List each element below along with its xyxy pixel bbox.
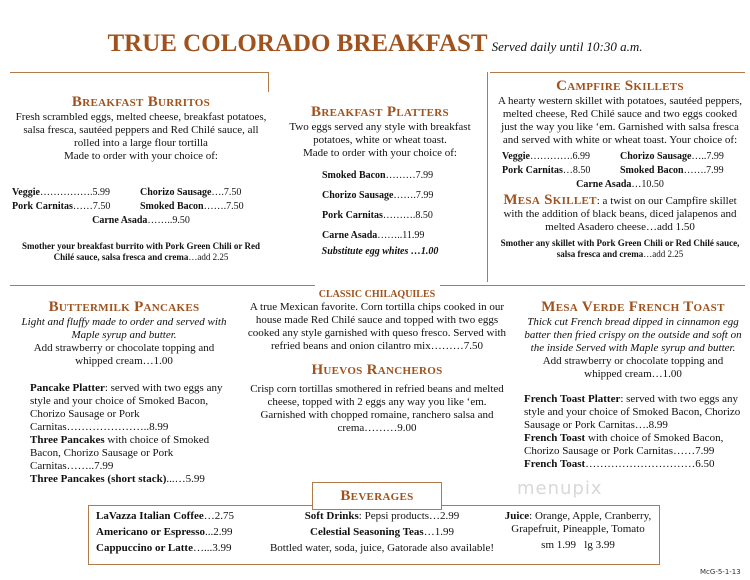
beverages-juice-column	[500, 510, 656, 552]
menu-item: Three Pancakes (short stack)...…5.99	[30, 473, 205, 485]
chilaquiles-description: A true Mexican favorite. Corn tortilla chips cooked in our house made Red Chilé sauce and topped with two eggs cooked any style garnished with queso fresco. Served with refried beans and onion cilantro mix………7.50	[247, 301, 507, 352]
menu-item: Chorizo Sausage…….7.99	[322, 190, 434, 201]
menu-item: French Toast with choice of Smoked Bacon, Chorizo Sausage or Pork Carnitas……7.99	[524, 432, 724, 457]
menu-item: Juice: Orange, Apple, Cranberry, Grapefruit, Pineapple, Tomato	[504, 510, 652, 535]
menu-item: Veggie………….6.99	[502, 151, 590, 162]
skillets-description: A hearty western skillet with potatoes, sautéed peppers, melted cheese, Red Chilé sauce and two eggs cooked just the way you like ‘em. Garnished with salsa fresca and served with white or wheat toast. Your choice of:	[497, 95, 743, 146]
french-toast-description: Thick cut French bread dipped in cinnamon egg batter then fried crispy on the outside and soft on the inside Served with Maple syrup and butter.	[524, 316, 742, 354]
pancakes-description: Light and fluffy made to order and served with Maple syrup and butter.	[21, 316, 227, 341]
juice-sizes: sm 1.99 lg 3.99	[541, 539, 615, 551]
menu-item: Carne Asada…10.50	[576, 179, 664, 190]
menu-item: Cappuccino or Latte…...3.99	[96, 542, 232, 554]
menu-item: Americano or Espresso...2.99	[96, 526, 233, 538]
burritos-section	[12, 93, 270, 263]
page-subtitle: Served daily until 10:30 a.m.	[491, 39, 643, 54]
platters-description: Two eggs served any style with breakfast potatoes, white or wheat toast.	[289, 121, 471, 146]
divider-line	[10, 72, 268, 73]
burritos-note: Smother your breakfast burrito with Pork Green Chili or Red Chilé sauce, salsa fresca and crema…add 2.25	[22, 241, 260, 262]
menu-item: Pancake Platter: served with two eggs any style and your choice of Smoked Bacon, Chorizo Sausage or Pork Carnitas…………………..8.99	[30, 382, 223, 433]
mesa-skillet-heading: Mesa Skillet	[503, 192, 597, 208]
french-toast-heading: Mesa Verde French Toast	[541, 299, 725, 315]
platters-items	[282, 170, 478, 242]
pancakes-heading: Buttermilk Pancakes	[48, 299, 200, 315]
menu-item: Pork Carnitas……….8.50	[322, 210, 433, 221]
skillets-section	[494, 77, 746, 260]
beverages-soft-column	[262, 510, 502, 555]
rancheros-heading: Huevos Rancheros	[311, 362, 443, 378]
beverages-heading: Beverages	[340, 488, 414, 504]
skillets-items	[494, 151, 746, 177]
chilaquiles-section	[244, 289, 510, 435]
menu-item: Chorizo Sausage….7.50	[140, 187, 242, 198]
menu-header	[0, 30, 750, 58]
menu-item: Smoked Bacon…….7.50	[140, 201, 244, 212]
menu-item: Smoked Bacon………7.99	[322, 170, 434, 181]
menu-item: Carne Asada……..11.99	[322, 230, 425, 241]
french-toast-addon: Add strawberry or chocolate topping and whipped cream…1.00	[542, 355, 724, 380]
menu-item: Celestial Seasoning Teas…1.99	[310, 526, 454, 538]
beverages-bottled-note: Bottled water, soda, juice, Gatorade also available!	[269, 542, 495, 554]
menu-item: Smoked Bacon…….7.99	[620, 165, 724, 176]
menu-item: French Toast…………………………6.50	[524, 458, 715, 470]
mesa-skillet: Mesa Skillet: a twist on our Campfire skillet with the addition of black beans, diced jalapenos and melted Asadero cheese…add 1.50	[503, 192, 737, 233]
divider-line	[440, 285, 745, 286]
rancheros-description: Crisp corn tortillas smothered in refried beans and melted cheese, topped with 2 eggs any way you like ‘em. Garnished with chopped romaine, ranchero salsa and crema………9.00	[250, 383, 504, 434]
platters-substitute: Substitute egg whites …1.00	[321, 246, 439, 257]
pancakes-section	[20, 298, 228, 486]
watermark: menupix	[517, 478, 603, 499]
menu-item: LaVazza Italian Coffee…2.75	[96, 510, 234, 522]
burritos-items	[12, 187, 270, 213]
beverages-heading-box	[312, 482, 442, 510]
pancakes-addon: Add strawberry or chocolate topping and whipped cream…1.00	[33, 342, 215, 367]
divider-line	[487, 72, 488, 282]
menu-code: McG-5-1-13	[700, 568, 741, 576]
platters-section	[282, 103, 478, 258]
beverages-coffee-column	[96, 510, 266, 555]
burritos-choice: Made to order with your choice of:	[64, 150, 218, 162]
chilaquiles-heading: CLASSIC CHILAQUILES	[318, 289, 436, 300]
divider-line	[10, 285, 315, 286]
menu-item: French Toast Platter: served with two eggs any style and your choice of Smoked Bacon, Chorizo Sausage or Pork Carnitas….8.99	[524, 393, 741, 431]
skillets-note: Smother any skillet with Pork Green Chili or Red Chilé sauce, salsa fresca and crema…add 2.25	[500, 238, 740, 259]
menu-item: Pork Carnitas…8.50	[502, 165, 591, 176]
menu-item: Pork Carnitas……7.50	[12, 201, 111, 212]
platters-choice: Made to order with your choice of:	[303, 147, 457, 159]
burritos-heading: Breakfast Burritos	[71, 94, 211, 110]
skillets-heading: Campfire Skillets	[556, 78, 684, 94]
divider-line	[268, 72, 269, 92]
platters-heading: Breakfast Platters	[311, 104, 449, 120]
menu-item: Soft Drinks: Pepsi products…2.99	[304, 510, 460, 522]
french-toast-section	[524, 298, 742, 471]
page-title: TRUE COLORADO BREAKFAST	[107, 30, 488, 57]
divider-line	[490, 72, 745, 73]
menu-item: Carne Asada……..9.50	[92, 215, 190, 226]
menu-item: Chorizo Sausage…..7.99	[620, 151, 724, 162]
burritos-description: Fresh scrambled eggs, melted cheese, breakfast potatoes, salsa fresca, sautéed peppers and Red Chilé sauce, all rolled into a large flour tortilla	[15, 111, 267, 149]
menu-item: Veggie…………….5.99	[12, 187, 110, 198]
menu-item: Three Pancakes with choice of Smoked Bacon, Chorizo Sausage or Pork Carnitas……..7.99	[30, 434, 210, 472]
